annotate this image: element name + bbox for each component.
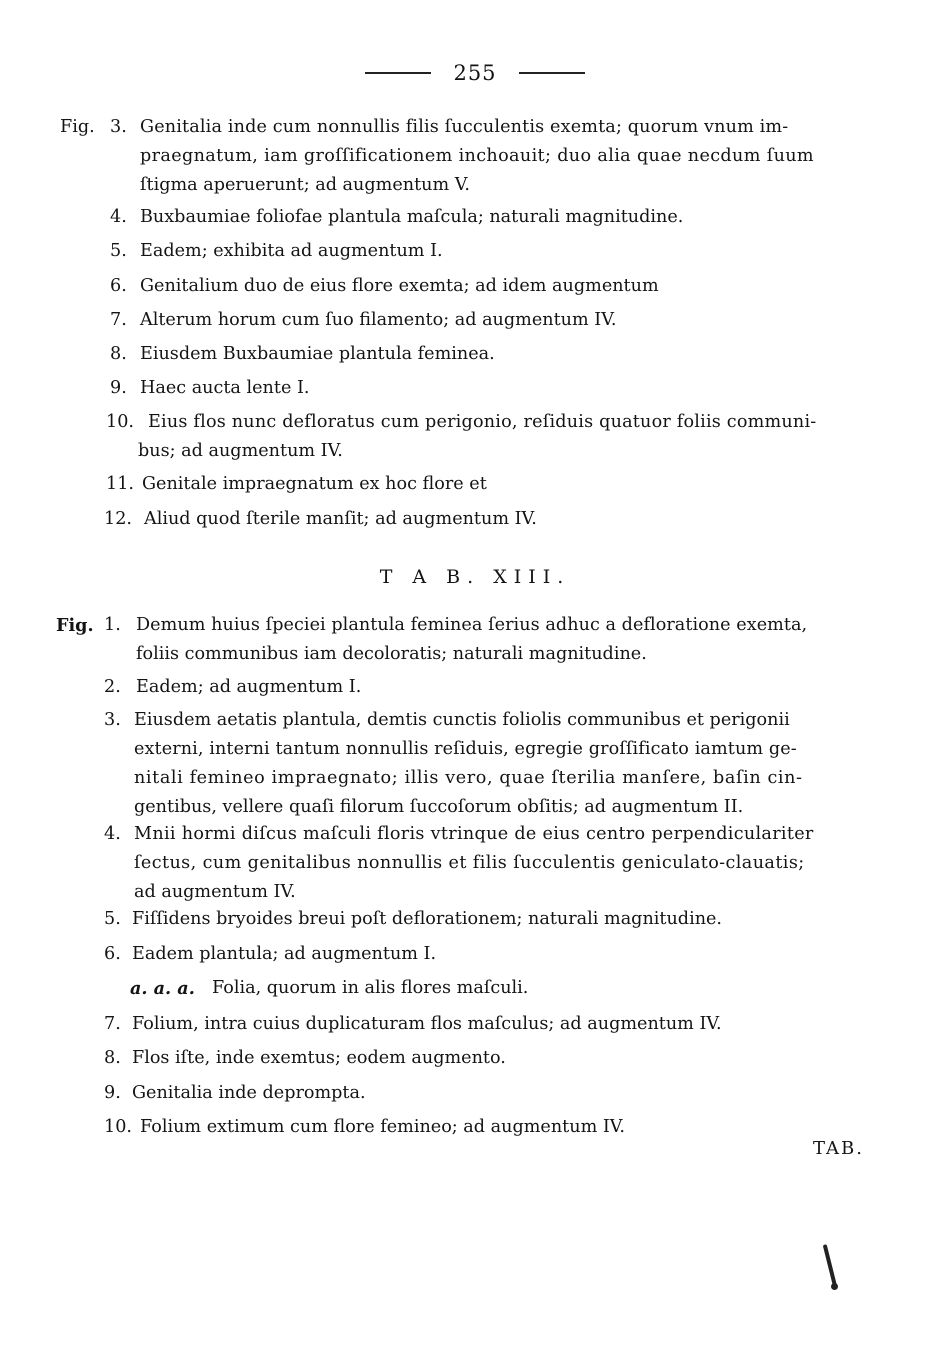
figure-number: 11. bbox=[106, 474, 134, 494]
entry-line: nitali femineo impraegnato; illis vero, quae ſterilia manſere, baſin cin- bbox=[134, 768, 803, 788]
figure-number: 12. bbox=[104, 509, 132, 529]
entry-line: Demum huius ſpeciei plantula feminea ſerius adhuc a defloratione exemta, bbox=[136, 615, 808, 635]
entry-line: gentibus, vellere quaſi filorum ſuccoſorum obſitis; ad augmentum II. bbox=[134, 797, 744, 817]
entry-text: Genitalium duo de eius flore exemta; ad idem augmentum bbox=[140, 276, 659, 296]
entry-text bbox=[134, 820, 814, 907]
figure-number: 7. bbox=[104, 1014, 121, 1034]
plate-heading: T A B. XIII. bbox=[379, 566, 571, 588]
figure-number: 10. bbox=[106, 412, 134, 432]
entry-line: Eius flos nunc defloratus cum perigonio, reſiduis quatuor foliis communi- bbox=[148, 412, 817, 432]
figure-number: 8. bbox=[104, 1048, 121, 1068]
entry-line: Genitalia inde cum nonnullis filis ſucculentis exemta; quorum vnum im- bbox=[140, 117, 789, 137]
entry-text: Eadem plantula; ad augmentum I. bbox=[132, 944, 437, 964]
figure-number: 6. bbox=[104, 944, 121, 964]
figure-number: 9. bbox=[104, 1083, 121, 1103]
entry-text: Genitale impraegnatum ex hoc flore et bbox=[142, 474, 487, 494]
entry-text bbox=[136, 611, 807, 669]
entry-text bbox=[140, 113, 814, 200]
entry-text: Folium, intra cuius duplicaturam flos maſculus; ad augmentum IV. bbox=[132, 1014, 722, 1034]
entry-text: Alterum horum cum ſuo filamento; ad augmentum IV. bbox=[140, 310, 617, 330]
figure-number: 9. bbox=[110, 378, 127, 398]
fig-label: Fig. bbox=[60, 117, 95, 137]
header-rule-left bbox=[365, 72, 431, 74]
figure-number: 4. bbox=[104, 824, 121, 844]
page-number: 255 bbox=[453, 61, 497, 85]
figure-number: 8. bbox=[110, 344, 127, 364]
figure-number: 10. bbox=[104, 1117, 132, 1137]
entry-line: ſectus, cum genitalibus nonnullis et filis ſucculentis geniculato-clauatis; bbox=[134, 853, 805, 873]
figure-number: 3. bbox=[104, 710, 121, 730]
catchword: TAB. bbox=[813, 1138, 864, 1159]
figure-number: 4. bbox=[110, 207, 127, 227]
entry-text: Eadem; exhibita ad augmentum I. bbox=[140, 241, 443, 261]
entry-line: externi, interni tantum nonnullis reſiduis, egregie groſſificato iamtum ge- bbox=[134, 739, 797, 759]
entry-text bbox=[138, 408, 817, 466]
entry-line: ſtigma aperuerunt; ad augmentum V. bbox=[140, 175, 470, 195]
entry-line: Mnii hormi diſcus maſculi floris vtrinque de eius centro perpendiculariter bbox=[134, 824, 814, 844]
entry-text: Folium extimum cum flore femineo; ad augmentum IV. bbox=[140, 1117, 626, 1137]
entry-line: praegnatum, iam groſſificationem inchoauit; duo alia quae necdum ſuum bbox=[140, 146, 814, 166]
page-header bbox=[0, 58, 950, 88]
entry-text: Buxbaumiae foliofae plantula maſcula; naturali magnitudine. bbox=[140, 207, 684, 227]
header-rule-right bbox=[519, 72, 585, 74]
scan-mark bbox=[823, 1244, 838, 1288]
entry-line: Eiusdem aetatis plantula, demtis cunctis foliolis communibus et perigonii bbox=[134, 710, 790, 730]
figure-number: 2. bbox=[104, 677, 121, 697]
fig-label: Fig. bbox=[56, 615, 94, 636]
entry-text: Eadem; ad augmentum I. bbox=[136, 677, 362, 697]
entry-text: Flos iſte, inde exemtus; eodem augmento. bbox=[132, 1048, 506, 1068]
entry-text: Genitalia inde deprompta. bbox=[132, 1083, 366, 1103]
entry-text: Haec aucta lente I. bbox=[140, 378, 310, 398]
figure-number: 5. bbox=[110, 241, 127, 261]
entry-text: Eiusdem Buxbaumiae plantula feminea. bbox=[140, 344, 495, 364]
entry-text: Aliud quod ſterile manſit; ad augmentum IV. bbox=[144, 509, 537, 529]
entry-line: bus; ad augmentum IV. bbox=[138, 441, 343, 461]
figure-number: 7. bbox=[110, 310, 127, 330]
figure-number: 5. bbox=[104, 909, 121, 929]
figure-number: 6. bbox=[110, 276, 127, 296]
figure-number: 1. bbox=[104, 615, 121, 635]
entry-line: ad augmentum IV. bbox=[134, 882, 296, 902]
entry-text: Folia, quorum in alis flores maſculi. bbox=[212, 978, 529, 998]
scan-dot bbox=[831, 1283, 838, 1290]
entry-text: Fiſſidens bryoides breui poſt deflorationem; naturali magnitudine. bbox=[132, 909, 723, 929]
entry-text bbox=[134, 706, 803, 822]
figure-number: 3. bbox=[110, 117, 127, 137]
entry-line: foliis communibus iam decoloratis; naturali magnitudine. bbox=[136, 644, 647, 664]
figure-letters: a. a. a. bbox=[130, 978, 195, 999]
